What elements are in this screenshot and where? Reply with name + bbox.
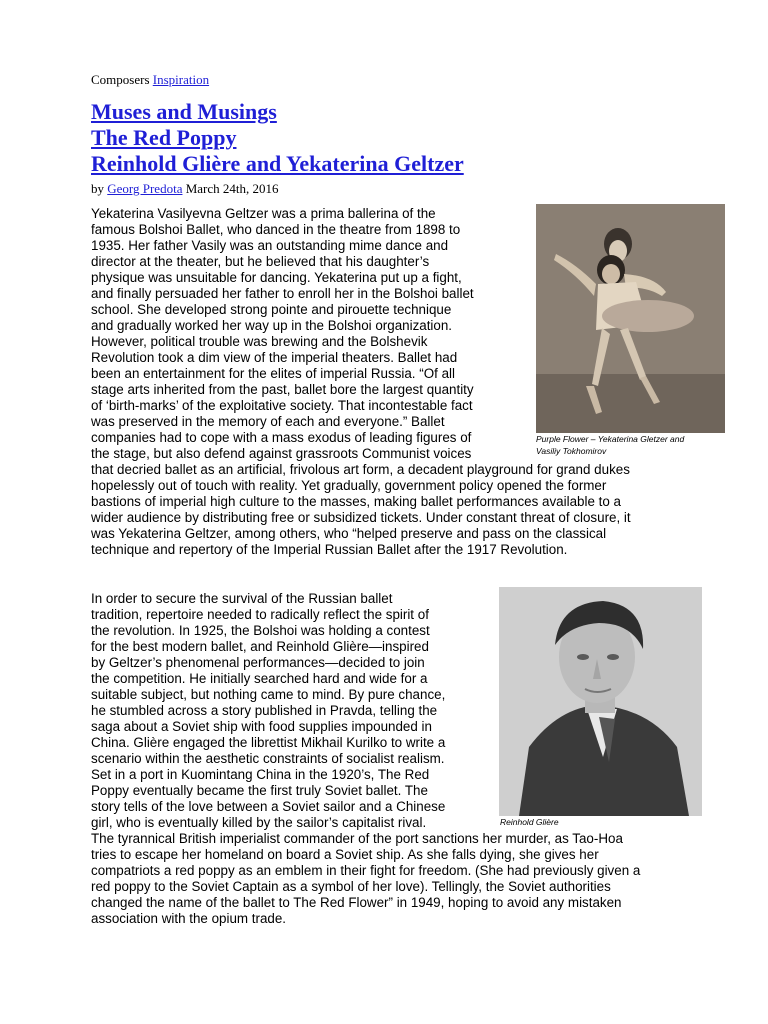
- author-link[interactable]: Georg Predota: [107, 181, 183, 196]
- text-line: Poppy eventually became the first truly Soviet ballet. The: [91, 783, 428, 798]
- text-line: that decried ballet as an artificial, frivolous art form, a decadent playground for grand dukes: [91, 462, 630, 477]
- text-line: school. She developed strong pointe and pirouette technique: [91, 302, 452, 317]
- text-line: suitable subject, but nothing came to mind. By pure chance,: [91, 687, 446, 702]
- text-line: In order to secure the survival of the Russian ballet: [91, 591, 393, 606]
- breadcrumb: [91, 72, 209, 88]
- text-line: was Yekaterina Geltzer, among others, who “helped preserve and pass on the classical: [91, 526, 607, 541]
- byline: [91, 181, 279, 197]
- breadcrumb-category: Composers: [91, 72, 150, 87]
- text-line: and finally persuaded her father to enroll her in the Bolshoi ballet: [91, 286, 474, 301]
- text-line: bastions of imperial high culture to the masses, making ballet performances available to a: [91, 494, 621, 509]
- text-line: saga about a Soviet ship with food supplies impounded in: [91, 719, 432, 734]
- title-line-3[interactable]: Reinhold Glière and Yekaterina Geltzer: [91, 151, 464, 176]
- text-line: tradition, repertoire needed to radically reflect the spirit of: [91, 607, 429, 622]
- text-line: and gradually worked her way up in the Bolshoi organization.: [91, 318, 453, 333]
- text-line: scenario within the aesthetic constraints of socialist realism.: [91, 751, 445, 766]
- text-line: he stumbled across a story published in Pravda, telling the: [91, 703, 438, 718]
- breadcrumb-inspiration-link[interactable]: Inspiration: [152, 72, 210, 87]
- text-line: of ‘birth-marks’ of the exploitative society. That incontestable fact: [91, 398, 473, 413]
- text-line: the revolution. In 1925, the Bolshoi was holding a contest: [91, 623, 430, 638]
- text-line: hopelessly out of touch with reality. Yet gradually, government policy opened the former: [91, 478, 607, 493]
- text-line: companies had to cope with a mass exodus of leading figures of: [91, 430, 472, 445]
- text-line: the competition. He initially searched hard and wide for a: [91, 671, 428, 686]
- text-line: been an entertainment for the elites of imperial Russia. “Of all: [91, 366, 455, 381]
- text-line: story tells of the love between a Soviet sailor and a Chinese: [91, 799, 446, 814]
- text-line: compatriots a red poppy as an emblem in their fight for freedom. (She had previously given a: [91, 863, 641, 878]
- portrait-illustration: [499, 587, 702, 816]
- ballet-dancers-photo: [536, 204, 725, 433]
- text-line: The tyrannical British imperialist commander of the port sanctions her murder, as Tao-Hoa: [91, 831, 623, 846]
- text-line: China. Glière engaged the librettist Mikhail Kurilko to write a: [91, 735, 446, 750]
- text-line: red poppy to the Soviet Captain as a symbol of her love). Tellingly, the Soviet authorities: [91, 879, 611, 894]
- byline-by: by: [91, 181, 104, 196]
- photo-2-caption: [500, 816, 700, 828]
- caption-line: Purple Flower – Yekaterina Gletzer and: [536, 434, 685, 444]
- text-line: the stage, but also defend against grassroots Communist voices: [91, 446, 472, 461]
- text-line: Set in a port in Kuomintang China in the 1920’s, The Red: [91, 767, 430, 782]
- text-line: technique and repertory of the Imperial Russian Ballet after the 1917 Revolution.: [91, 542, 568, 557]
- title-line-2[interactable]: The Red Poppy: [91, 125, 237, 150]
- caption-line: Vasiliy Tokhomirov: [536, 446, 607, 456]
- publish-date: March 24th, 2016: [185, 181, 279, 196]
- text-line: wider audience by distributing free or subsidized tickets. Under constant threat of closure, it: [91, 510, 631, 525]
- text-line: stage arts inherited from the past, ballet bore the largest quantity: [91, 382, 474, 397]
- photo-1-caption: [536, 433, 726, 457]
- ballet-dancers-illustration: [536, 204, 725, 433]
- title-line-1[interactable]: Muses and Musings: [91, 99, 277, 124]
- text-line: tries to escape her homeland on board a Soviet ship. As she falls dying, she gives her: [91, 847, 599, 862]
- text-line: 1935. Her father Vasily was an outstanding mime dance and: [91, 238, 449, 253]
- text-line: director at the theater, but he believed that his daughter’s: [91, 254, 430, 269]
- text-line: Yekaterina Vasilyevna Geltzer was a prima ballerina of the: [91, 206, 436, 221]
- text-line: was preserved in the memory of each and everyone.” Ballet: [91, 414, 445, 429]
- text-line: for the best modern ballet, and Reinhold Glière—inspired: [91, 639, 429, 654]
- text-line: girl, who is eventually killed by the sailor’s capitalist rival.: [91, 815, 427, 830]
- text-line: physique was unsuitable for dancing. Yekaterina put up a fight,: [91, 270, 462, 285]
- text-line: changed the name of the ballet to The Red Flower” in 1949, hoping to avoid any mistaken: [91, 895, 622, 910]
- text-line: famous Bolshoi Ballet, who danced in the theatre from 1898 to: [91, 222, 461, 237]
- reinhold-gliere-portrait: [499, 587, 702, 816]
- text-line: Revolution took a dim view of the imperial theaters. Ballet had: [91, 350, 458, 365]
- text-line: association with the opium trade.: [91, 911, 287, 926]
- caption-line: Reinhold Glière: [500, 817, 559, 827]
- text-line: by Geltzer’s phenomenal performances—decided to join: [91, 655, 425, 670]
- text-line: However, political trouble was brewing and the Bolshevik: [91, 334, 428, 349]
